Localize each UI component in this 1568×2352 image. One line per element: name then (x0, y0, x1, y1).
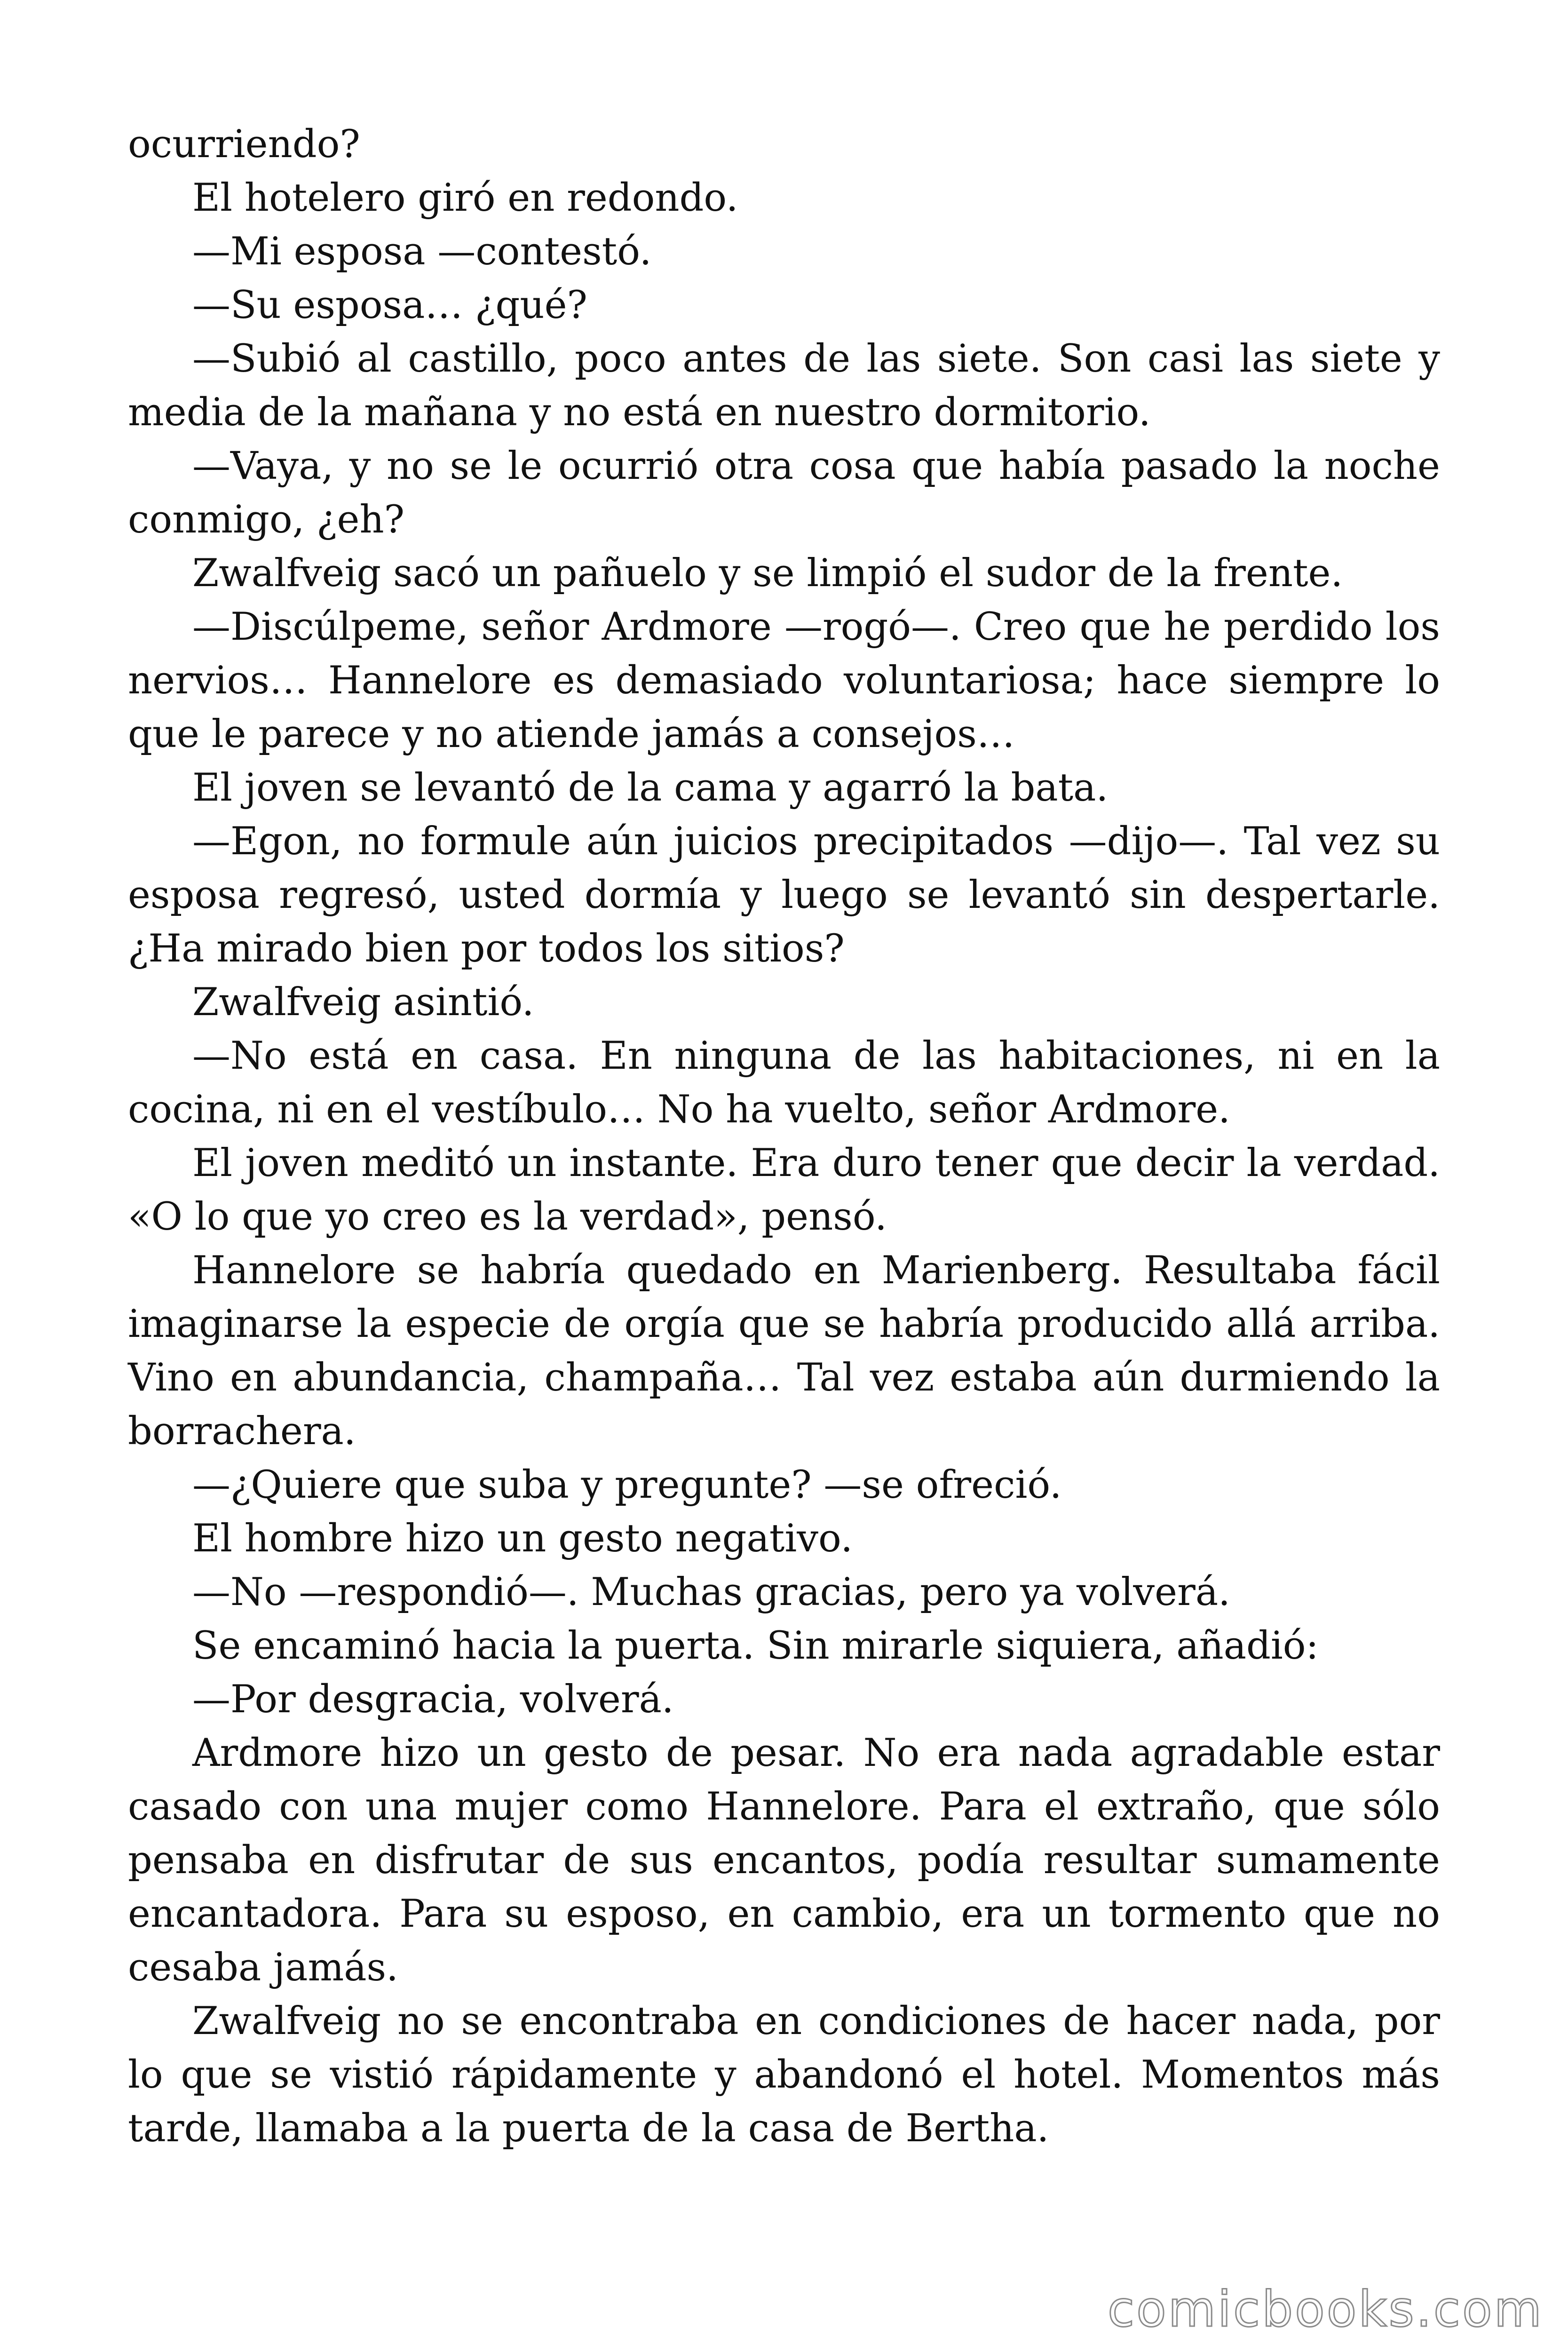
paragraph: —Por desgracia, volverá. (192, 1677, 674, 1722)
paragraph: Zwalfveig no se encontraba en condiciones de hacer nada, por lo que se vistió rápidamente y abandonó el hotel. Momentos más tarde, llamaba a la puerta de la casa de Bertha. (128, 1999, 1440, 2151)
paragraph: Se encaminó hacia la puerta. Sin mirarle siquiera, añadió: (192, 1624, 1319, 1668)
body-text (128, 118, 1440, 2155)
paragraph: El hombre hizo un gesto negativo. (192, 1517, 853, 1561)
paragraph: El joven se levantó de la cama y agarró la bata. (192, 766, 1109, 810)
paragraph: Zwalfveig sacó un pañuelo y se limpió el sudor de la frente. (192, 551, 1343, 596)
paragraph: —¿Quiere que suba y pregunte? —se ofreció. (192, 1463, 1062, 1507)
paragraph: Zwalfveig asintió. (192, 980, 534, 1025)
paragraph: El hotelero giró en redondo. (192, 176, 738, 220)
paragraph: —Su esposa… ¿qué? (192, 283, 587, 327)
watermark: comicbooks.com (1107, 2280, 1544, 2338)
paragraph: El joven meditó un instante. Era duro tener que decir la verdad. «O lo que yo creo es la verdad», pensó. (128, 1141, 1440, 1239)
paragraph: —Discúlpeme, señor Ardmore —rogó—. Creo que he perdido los nervios… Hannelore es demasiado voluntariosa; hace siempre lo que le parece y no atiende jamás a consejos… (128, 605, 1440, 756)
paragraph: —Egon, no formule aún juicios precipitados —dijo—. Tal vez su esposa regresó, usted dormía y luego se levantó sin despertarle. ¿Ha mirado bien por todos los sitios? (128, 819, 1440, 971)
paragraph: Ardmore hizo un gesto de pesar. No era nada agradable estar casado con una mujer como Hannelore. Para el extraño, que sólo pensaba en disfrutar de sus encantos, podía resultar sumamente encantadora. Para su esposo, en cambio, era un tormento que no cesaba jamás. (128, 1731, 1440, 1990)
paragraph: —No está en casa. En ninguna de las habitaciones, ni en la cocina, ni en el vestíbulo… No ha vuelto, señor Ardmore. (128, 1034, 1440, 1132)
paragraph: Hannelore se habría quedado en Marienberg. Resultaba fácil imaginarse la especie de orgía que se habría producido allá arriba. Vino en abundancia, champaña… Tal vez estaba aún durmiendo la borrachera. (128, 1248, 1440, 1454)
paragraph: —No —respondió—. Muchas gracias, pero ya volverá. (192, 1570, 1230, 1614)
paragraph: —Subió al castillo, poco antes de las siete. Son casi las siete y media de la mañana y no está en nuestro dormitorio. (128, 337, 1440, 435)
paragraph: —Vaya, y no se le ocurrió otra cosa que había pasado la noche conmigo, ¿eh? (128, 444, 1440, 542)
paragraph: —Mi esposa —contestó. (192, 230, 652, 274)
paragraph: ocurriendo? (128, 122, 360, 167)
